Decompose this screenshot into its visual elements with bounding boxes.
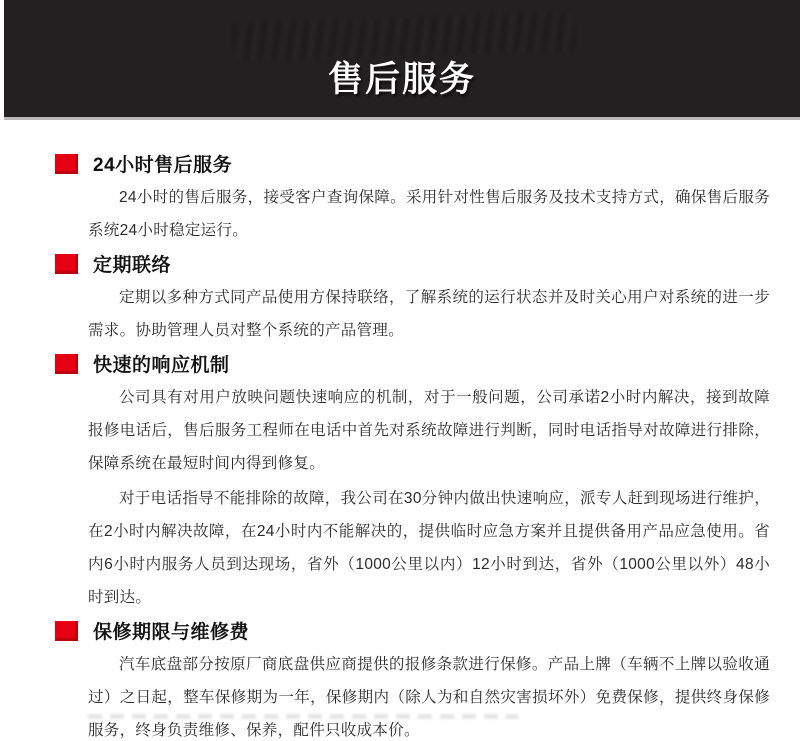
section-paragraph: 对于电话指导不能排除的故障，我公司在30分钟内做出快速响应，派专人赶到现场进行维护，在2小时内解决故障，在24小时内不能解决的，提供临时应急方案并且提供备用产品应急使用。省内6小时内服务人员到达现场，省外（1000公里以内）12小时到达，省外（1000公里以外）48小时到达。: [88, 490, 770, 606]
section-warranty-and-repair-fee: [55, 617, 770, 741]
section-paragraph: 公司具有对用户放映问题快速响应的机制，对于一般问题，公司承诺2小时内解决，接到故障报修电话后，售后服务工程师在电话中首先对系统故障进行判断，同时电话指导对故障进行排除，保障系统在最短时间内得到修复。: [88, 389, 770, 472]
red-square-bullet-icon: [55, 354, 78, 374]
red-square-bullet-icon: [55, 621, 78, 641]
section-24hour-service: [55, 150, 770, 247]
red-square-bullet-icon: [55, 254, 78, 274]
red-square-bullet-icon: [55, 154, 78, 174]
section-header: [55, 150, 770, 177]
header-banner: [4, 0, 800, 120]
section-heading: 保修期限与维修费: [93, 622, 250, 643]
section-heading: 快速的响应机制: [93, 355, 230, 376]
section-paragraph: 定期以多种方式同产品使用方保持联络，了解系统的运行状态并及时关心用户对系统的进一步需求。协助管理人员对整个系统的产品管理。: [88, 289, 770, 339]
faint-footer-watermark: [88, 714, 518, 719]
section-paragraph: 汽车底盘部分按原厂商底盘供应商提供的报修条款进行保修。产品上牌（车辆不上牌以验收通过）之日起，整车保修期为一年，保修期内（除人为和自然灾害损坏外）免费保修，提供终身保修服务，终身负责维修、保养，配件只收成本价。: [88, 656, 770, 739]
section-header: [55, 250, 770, 277]
section-header: [55, 350, 770, 377]
after-sales-content: [0, 120, 800, 741]
section-rapid-response: [55, 350, 770, 614]
section-heading: 24小时售后服务: [93, 155, 233, 176]
page-title: 售后服务: [327, 60, 476, 99]
section-regular-contact: [55, 250, 770, 347]
section-paragraph: 24小时的售后服务，接受客户查询保障。采用针对性售后服务及技术支持方式，确保售后服务系统24小时稳定运行。: [88, 189, 770, 239]
section-header: [55, 617, 770, 644]
section-heading: 定期联络: [93, 255, 172, 276]
